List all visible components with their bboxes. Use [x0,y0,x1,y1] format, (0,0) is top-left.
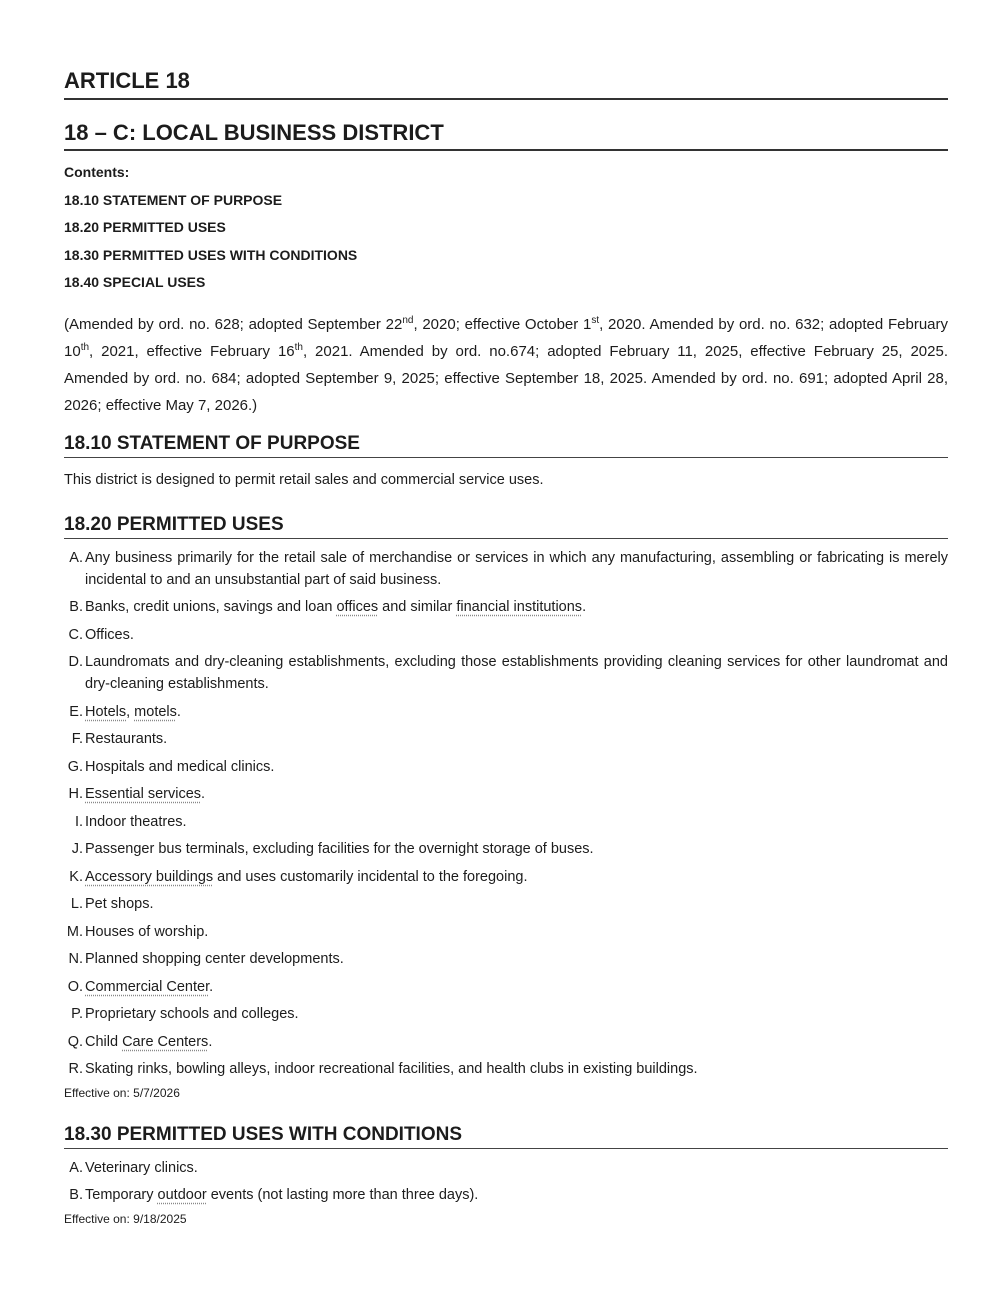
defined-term-link[interactable]: outdoor [157,1187,207,1203]
item-text: Passenger bus terminals, excluding facilities for the overnight storage of buses. [85,841,594,857]
ordinal-suffix: st [591,314,600,326]
item-text: and similar [378,599,457,615]
effective-date: Effective on: 5/7/2026 [64,1085,180,1100]
item-text: Veterinary clinics. [85,1159,198,1176]
contents-list [64,159,948,297]
section-heading: 18.10 STATEMENT OF PURPOSE [64,433,948,458]
list-item [64,1157,948,1179]
item-text: , [126,703,135,720]
item-text: Indoor theatres. [85,813,187,830]
list-item [64,1031,948,1053]
item-text: . [176,703,181,720]
item-text: Skating rinks, bowling alleys, indoor recreational facilities, and health clubs in existing buildings. [85,1061,698,1077]
item-letter: D. [68,654,83,670]
list-item [64,783,948,805]
ordinal-suffix: th [294,341,303,353]
item-letter: L. [70,896,83,912]
section-18-30 [64,1124,948,1226]
item-text: and uses customarily incidental to the foregoing. [213,868,528,885]
item-letter: O. [67,978,83,995]
item-text: Any business primarily for the retail sale of merchandise or services in which any manufacturing, assembling or fabricating is merely incidental to and an unsubstantial part of said business. [85,549,948,588]
item-letter: R. [68,1061,83,1077]
section-heading: 18.20 PERMITTED USES [64,514,948,539]
list-item [64,1003,948,1025]
amend-text: , 2021. Amended by ord. no.674; adopted February 11, 2025, effective February 25, 2025. Amended by ord. no. 684; adopted September 9, 2025; effective September 18, 2025. Amended by ord. no. 691; adopted April 28, 2026; effective May 7, 2026.) [64,342,949,414]
article-title: ARTICLE 18 [64,68,948,100]
list-item [64,756,948,778]
defined-term-link[interactable]: Accessory buildings [85,868,214,885]
list-item [64,948,948,970]
list-item [64,838,948,860]
item-text: . [209,978,214,995]
item-text: . [208,1033,213,1050]
contents-item: 18.30 PERMITTED USES WITH CONDITIONS [64,246,358,263]
ordinal-suffix: th [80,341,90,353]
item-letter: G. [67,758,83,775]
list-item [64,624,948,646]
ordinance-page [64,68,948,1226]
item-letter: N. [68,951,83,967]
item-letter: B. [69,1187,83,1203]
permitted-uses-list [64,547,948,1081]
ordinal-suffix: nd [402,314,414,326]
item-text: Banks, credit unions, savings and loan [85,599,337,615]
item-letter: A. [69,549,83,566]
item-letter: I. [74,813,83,830]
list-item [64,547,948,591]
item-letter: F. [71,731,83,747]
item-letter: P. [71,1006,83,1022]
contents-item: 18.10 STATEMENT OF PURPOSE [64,191,283,208]
list-item [64,921,948,943]
item-text: Planned shopping center developments. [85,951,344,967]
defined-term-link[interactable]: offices [336,599,379,615]
defined-term-link[interactable]: financial institutions [456,599,583,615]
item-text: Offices. [85,626,134,643]
item-letter: J. [71,841,83,857]
item-letter: K. [69,868,83,885]
item-letter: H. [68,786,83,802]
defined-term-link[interactable]: Commercial Center [85,978,210,995]
list-item [64,811,948,833]
contents-item: 18.20 PERMITTED USES [64,219,226,235]
item-text: . [582,599,587,615]
item-letter: A. [69,1159,83,1176]
section-18-10 [64,433,948,490]
list-item [64,893,948,915]
list-item [64,651,948,695]
list-item [64,976,948,998]
amend-text: , 2020. Amended by ord. no. 632; adopted February 10 [64,315,948,360]
purpose-text: This district is designed to permit retail sales and commercial service uses. [64,471,544,488]
defined-term-link[interactable]: Care Centers [122,1033,209,1050]
item-letter: C. [68,626,83,643]
item-text: . [201,786,206,802]
item-text: Houses of worship. [85,923,209,940]
amend-text: , 2021, effective February 16 [89,342,295,360]
item-text: Child [85,1033,123,1050]
defined-term-link[interactable]: motels [134,703,177,720]
item-text: Temporary [85,1187,158,1203]
contents-label: Contents: [64,164,130,180]
amend-text: (Amended by ord. no. 628; adopted September 22 [64,315,403,333]
conditional-uses-list [64,1157,948,1207]
item-text: events (not lasting more than three days). [206,1187,479,1203]
district-title: 18 – C: LOCAL BUSINESS DISTRICT [64,120,948,151]
item-text: Pet shops. [85,896,154,912]
amendment-history [64,311,948,419]
section-18-20 [64,514,948,1100]
item-letter: Q. [67,1033,83,1050]
item-letter: E. [69,703,83,720]
item-text: Hospitals and medical clinics. [85,758,275,775]
effective-date: Effective on: 9/18/2025 [64,1211,187,1226]
list-item [64,701,948,723]
defined-term-link[interactable]: Essential services [85,786,202,802]
amend-text: , 2020; effective October 1 [413,315,592,333]
item-letter: M. [66,923,83,940]
section-heading: 18.30 PERMITTED USES WITH CONDITIONS [64,1124,948,1149]
list-item [64,596,948,618]
defined-term-link[interactable]: Hotels [85,703,127,720]
list-item [64,1058,948,1080]
list-item [64,1184,948,1206]
item-text: Proprietary schools and colleges. [85,1006,299,1022]
item-letter: B. [69,599,83,615]
list-item [64,728,948,750]
contents-item: 18.40 SPECIAL USES [64,274,206,290]
item-text: Laundromats and dry-cleaning establishments, excluding those establishments providing cleaning services for other laundromat and dry-cleaning establishments. [85,654,948,692]
item-text: Restaurants. [85,731,168,747]
list-item [64,866,948,888]
